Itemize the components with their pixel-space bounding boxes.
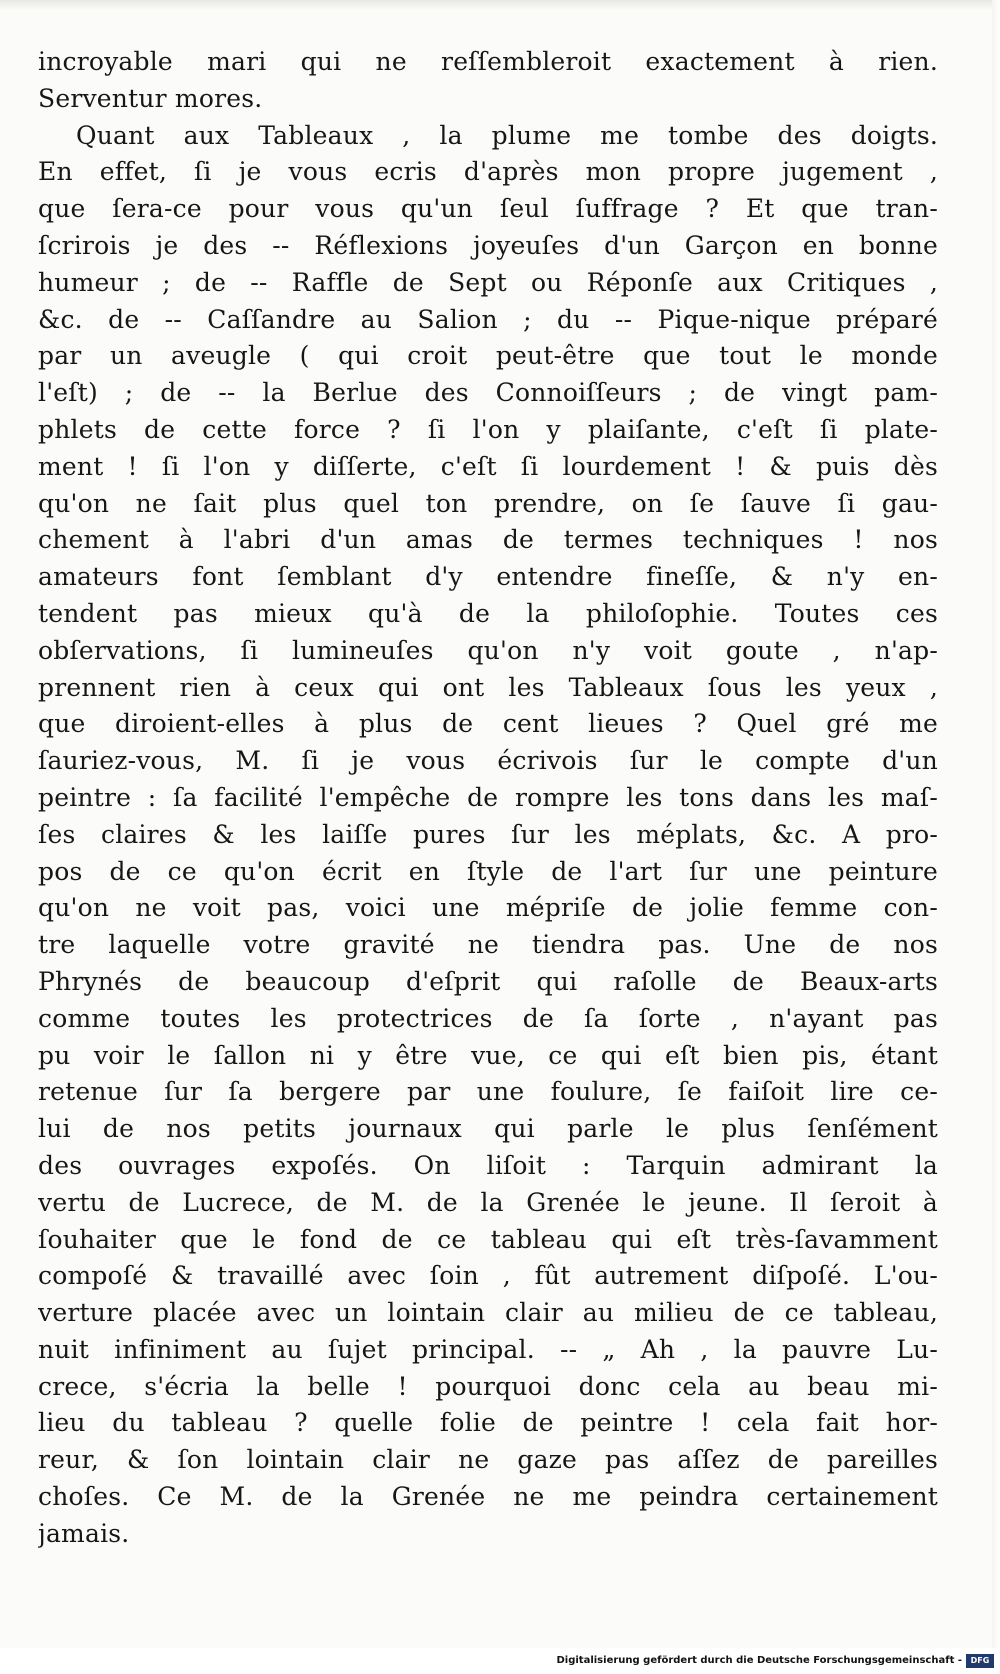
text-line-31: des ouvrages expoſés. On liſoit : Tarquin admirant la: [38, 1150, 938, 1180]
text-line-14: chement à l'abri d'un amas de termes techniques ! nos: [38, 525, 938, 555]
text-line-6: ſcrirois je des -- Réflexions joyeuſes d'un Garçon en bonne: [38, 230, 938, 260]
footer-credit: Digitalisierung gefördert durch die Deutsche Forschungsgemeinschaft -: [556, 1655, 962, 1666]
text-line-25: tre laquelle votre gravité ne tiendra pas. Une de nos: [38, 930, 938, 960]
text-line-9: par un aveugle ( qui croit peut-être que tout le monde: [38, 341, 938, 371]
dfg-logo: DFG: [966, 1654, 994, 1668]
text-line-15: amateurs font ſemblant d'y entendre fineſſe, & n'y en-: [38, 562, 938, 592]
text-line-11: phlets de cette force ? ſi l'on y plaiſante, c'eſt ſi plate-: [38, 414, 938, 444]
text-line-30: lui de nos petits journaux qui parle le plus ſenſément: [38, 1114, 938, 1144]
text-line-38: lieu du tableau ? quelle folie de peintre ! cela fait hor-: [38, 1408, 938, 1438]
text-line-18: prennent rien à ceux qui ont les Tableaux ſous les yeux ,: [38, 672, 938, 702]
digitization-footer: [0, 1648, 1000, 1674]
text-line-40: choſes. Ce M. de la Grenée ne me peindra certainement: [38, 1482, 938, 1512]
text-line-35: verture placée avec un lointain clair au milieu de ce tableau,: [38, 1298, 938, 1328]
page-edge-right: [992, 0, 1000, 1650]
text-line-33: ſouhaiter que le fond de ce tableau qui eſt très-ſavamment: [38, 1224, 938, 1254]
text-line-34: compoſé & travaillé avec ſoin , fût autrement diſpoſé. L'ou-: [38, 1261, 938, 1291]
text-line-5: que ſera-ce pour vous qu'un ſeul ſuffrage ? Et que tran-: [38, 194, 938, 224]
text-line-24: qu'on ne voit pas, voici une mépriſe de jolie femme con-: [38, 893, 938, 923]
text-line-13: qu'on ne ſait plus quel ton prendre, on ſe ſauve ſi gau-: [38, 488, 938, 518]
text-line-23: pos de ce qu'on écrit en ſtyle de l'art ſur une peinture: [38, 856, 938, 886]
text-line-20: ſauriez-vous, M. ſi je vous écrivois ſur le compte d'un: [38, 746, 938, 776]
text-line-19: que diroient-elles à plus de cent lieues ? Quel gré me: [38, 709, 938, 739]
text-line-16: tendent pas mieux qu'à de la philoſophie. Toutes ces: [38, 598, 938, 628]
body-text: [38, 44, 938, 1553]
text-line-29: retenue ſur ſa bergere par une foulure, ſe faiſoit lire ce-: [38, 1077, 938, 1107]
text-line-4: En effet, ſi je vous ecris d'après mon propre jugement ,: [38, 157, 938, 187]
text-line-10: l'eſt) ; de -- la Berlue des Connoiſſeurs ; de vingt pam-: [38, 378, 938, 408]
text-line-28: pu voir le ſallon ni y être vue, ce qui eſt bien pis, étant: [38, 1040, 938, 1070]
text-line-8: &c. de -- Caſſandre au Salion ; du -- Pique-nique préparé: [38, 304, 938, 334]
text-line-36: nuit infiniment au ſujet principal. -- „ Ah , la pauvre Lu-: [38, 1334, 938, 1364]
text-line-7: humeur ; de -- Raffle de Sept ou Réponſe aux Critiques ,: [38, 267, 938, 297]
text-line-41: jamais.: [38, 1518, 130, 1548]
text-line-37: crece, s'écria la belle ! pourquoi donc cela au beau mi-: [38, 1371, 938, 1401]
text-line-27: comme toutes les protectrices de ſa ſorte , n'ayant pas: [38, 1003, 938, 1033]
text-line-3: Quant aux Tableaux , la plume me tombe des doigts.: [76, 120, 938, 150]
text-line-1: incroyable mari qui ne reſſembleroit exactement à rien.: [38, 47, 938, 76]
text-line-26: Phrynés de beaucoup d'eſprit qui raſolle de Beaux-arts: [38, 966, 938, 996]
text-line-21: peintre : ſa facilité l'empêche de rompre les tons dans les maſ-: [38, 782, 938, 812]
text-line-17: obſervations, ſi lumineuſes qu'on n'y voit goute , n'ap-: [38, 635, 938, 665]
page-edge-top: [0, 0, 1000, 10]
text-line-12: ment ! ſi l'on y diſſerte, c'eſt ſi lourdement ! & puis dès: [38, 451, 938, 481]
text-line-2: Serventur mores.: [38, 83, 263, 113]
text-line-22: ſes claires & les laiſſe pures ſur les méplats, &c. A pro-: [38, 819, 938, 849]
text-line-32: vertu de Lucrece, de M. de la Grenée le jeune. Il ſeroit à: [38, 1187, 938, 1217]
text-line-39: reur, & ſon lointain clair ne gaze pas aſſez de pareilles: [38, 1445, 938, 1475]
